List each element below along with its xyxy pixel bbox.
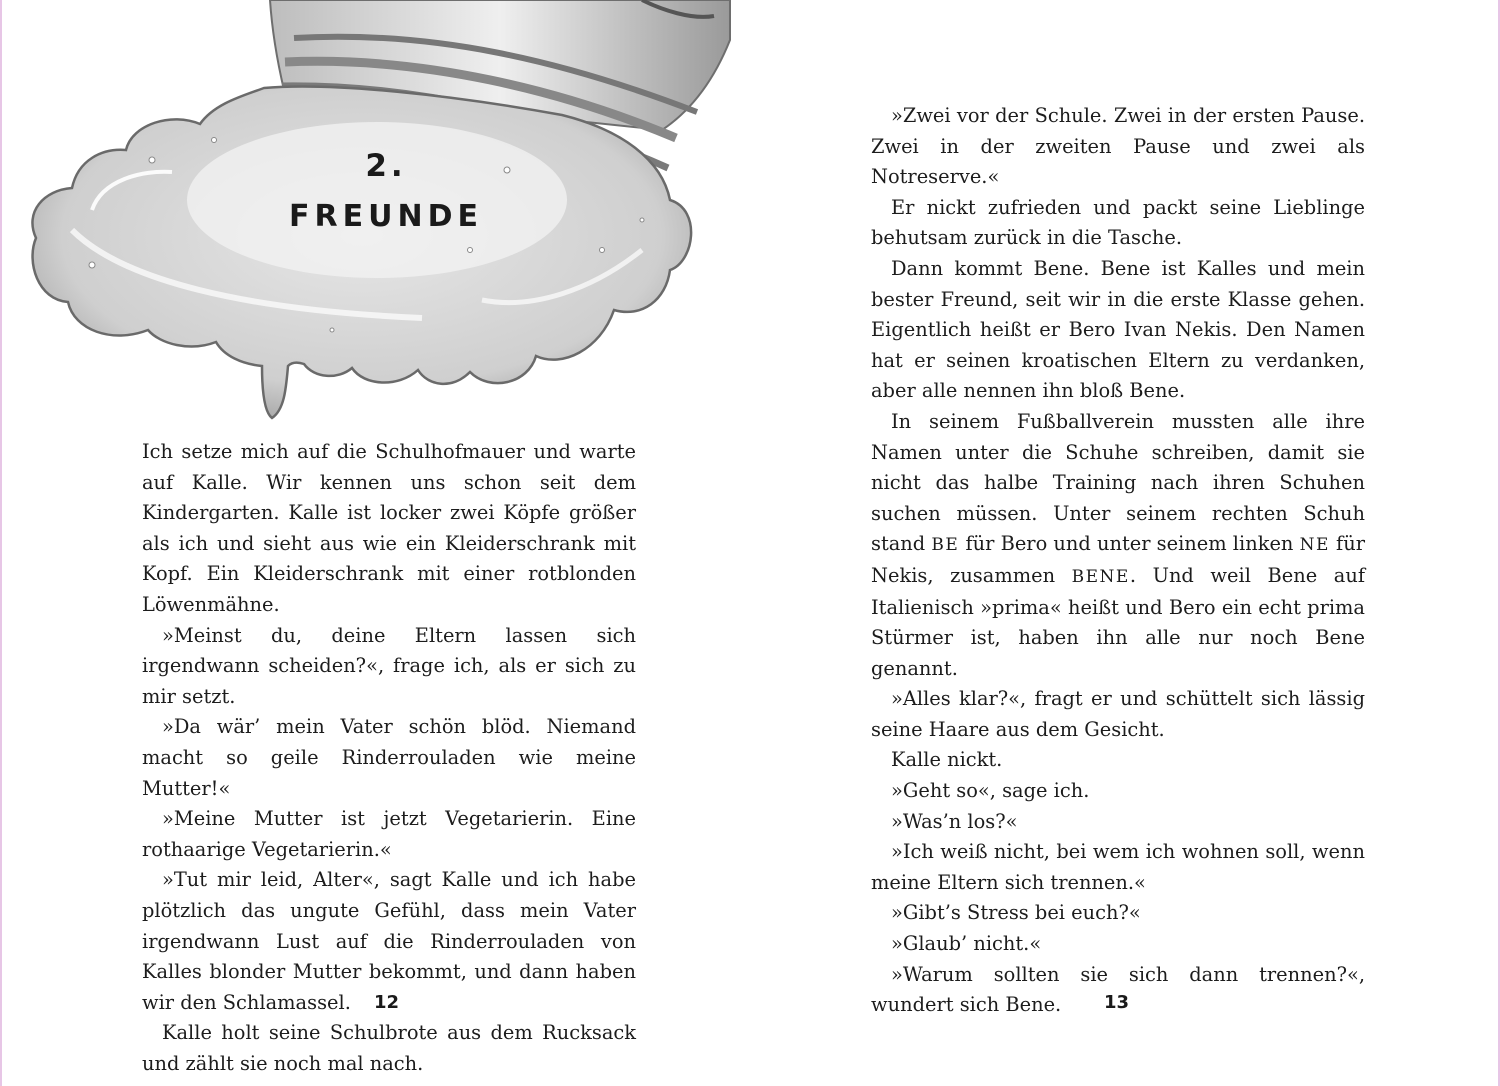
paragraph: »Meinst du, deine Eltern lassen sich irgendwann scheiden?«, frage ich, als er sich zu mir setzt.	[142, 623, 636, 708]
paragraph: »Da wär’ mein Vater schön blöd. Niemand macht so geile Rinderrouladen wie meine Mutter!«	[142, 715, 636, 800]
paragraph: »Warum sollten sie sich dann trennen?«, wundert sich Bene.	[871, 962, 1365, 1017]
paragraph: »Zwei vor der Schule. Zwei in der ersten Pause. Zwei in der zweiten Pause und zwei als Notreserve.«	[871, 104, 1365, 189]
small-caps-run: BE	[931, 535, 960, 556]
paragraph: »Tut mir leid, Alter«, sagt Kalle und ich habe plötzlich das ungute Gefühl, dass mein Vater irgendwann Lust auf die Rinderrouladen von Kalles blonder Mutter bekommt, und dann haben wir den Schlamassel.	[142, 868, 636, 1014]
paragraph: »Geht so«, sage ich.	[891, 779, 1090, 803]
text-run: . Und weil Bene auf Italienisch »prima« heißt und Bero ein echt prima Stürmer ist, haben ihn alle nur noch Bene genannt.	[871, 563, 1366, 680]
paragraph: Kalle nickt.	[891, 748, 1003, 772]
text-run: In seinem Fußballverein mussten alle ihre Namen unter die Schuhe schreiben, damit sie nicht das halbe Training nach ihren Schuhen suchen müssen. Unter seinem rechten Schuh stand	[871, 409, 1365, 556]
left-page-text	[142, 437, 636, 1079]
paragraph: »Alles klar?«, fragt er und schüttelt sich lässig seine Haare aus dem Gesicht.	[871, 687, 1365, 741]
paragraph: Kalle holt seine Schulbrote aus dem Rucksack und zählt sie noch mal nach.	[142, 1021, 636, 1075]
chapter-title: FREUNDE	[289, 199, 483, 234]
paragraph	[871, 407, 1365, 684]
paragraph: »Glaub’ nicht.«	[891, 932, 1042, 956]
left-page	[2, 0, 751, 1086]
small-caps-run: NE	[1299, 535, 1330, 556]
paragraph: Ich setze mich auf die Schulhofmauer und warte auf Kalle. Wir kennen uns schon seit dem Kindergarten. Kalle ist locker zwei Köpfe größer als ich und sieht aus wie ein Kleiderschrank mit Kopf. Ein Kleiderschrank mit einer rotblonden Löwenmähne.	[142, 440, 636, 616]
paragraph: »Was’n los?«	[891, 809, 1018, 833]
paragraph: Dann kommt Bene. Bene ist Kalles und mein bester Freund, seit wir in die erste Klasse gehen. Eigentlich heißt er Bero Ivan Nekis. Den Namen hat er seinen kroatischen Eltern zu verdanken, aber alle nennen ihn bloß Bene.	[871, 256, 1365, 403]
right-page	[751, 0, 1500, 1086]
chapter-number: 2.	[365, 148, 407, 184]
paragraph: Er nickt zufrieden und packt seine Lieblinge behutsam zurück in die Tasche.	[871, 195, 1365, 250]
small-caps-run: BENE	[1071, 566, 1130, 587]
text-run: für Nekis, zusammen	[871, 532, 1365, 587]
paragraph: »Meine Mutter ist jetzt Vegetarierin. Eine rothaarige Vegetarierin.«	[142, 807, 636, 861]
paragraph: »Ich weiß nicht, bei wem ich wohnen soll, wenn meine Eltern sich trennen.«	[871, 840, 1365, 894]
paragraph: »Gibt’s Stress bei euch?«	[891, 901, 1141, 925]
text-run: für Bero und unter seinem linken	[959, 532, 1300, 556]
right-page-text	[871, 101, 1365, 1021]
page-number: 13	[1104, 992, 1130, 1013]
page-number: 12	[374, 992, 400, 1013]
